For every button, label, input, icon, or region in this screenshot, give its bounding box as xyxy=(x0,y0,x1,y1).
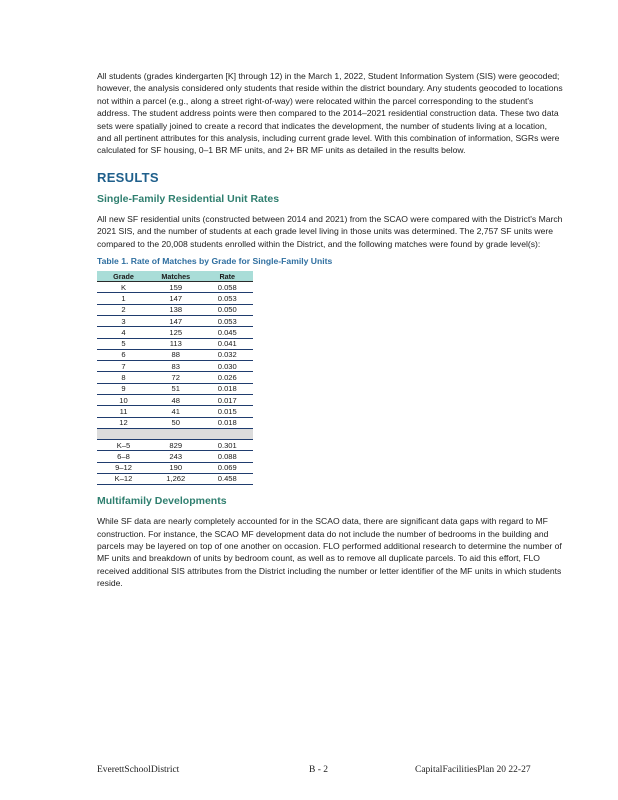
rate-cell: 0.053 xyxy=(202,315,254,326)
sf-paragraph: All new SF residential units (constructed between 2014 and 2021) from the SCAO were compared with the District's March 2021 SIS, and the number of students at each grade level living in those units was determined. The 2,757 SF units were compared to the 20,008 students enrolled within the District, and the following matches were found by grade level(s): xyxy=(97,213,563,249)
grade-cell: 12 xyxy=(97,417,150,428)
matches-cell: 50 xyxy=(150,417,201,428)
rate-cell: 0.017 xyxy=(202,395,254,406)
table-row xyxy=(97,361,253,372)
footer-left: EverettSchoolDistrict xyxy=(97,765,180,775)
grade-cell: K xyxy=(97,282,150,293)
matches-cell: 159 xyxy=(150,282,201,293)
grade-cell: 11 xyxy=(97,406,150,417)
matches-cell: 125 xyxy=(150,327,201,338)
intro-paragraph: All students (grades kindergarten [K] through 12) in the March 1, 2022, Student Information System (SIS) were geocoded; however, the analysis considered only students that reside within the district boundary. Any students geocoded to locations not within a parcel (e.g., along a street right-of-way) were relocated within the parcel corresponding to the student's address. The student address points were then compared to the 2014–2021 residential construction data. These two data sets were spatially joined to create a record that indicates the development, the number of students living at a location, and all pertinent attributes for this analysis, including current grade level. With this combination of information, SGRs were calculated for SF housing, 0–1 BR MF units, and 2+ BR MF units as detailed in the results below. xyxy=(97,71,563,156)
grade-cell: 5 xyxy=(97,338,150,349)
grade-cell: 2 xyxy=(97,304,150,315)
matches-cell: 113 xyxy=(150,338,201,349)
table-separator-row xyxy=(97,428,253,439)
grade-cell: 8 xyxy=(97,372,150,383)
grade-cell: 1 xyxy=(97,293,150,304)
mf-paragraph: While SF data are nearly completely accounted for in the SCAO data, there are significant data gaps with regard to MF construction. For instance, the SCAO MF development data do not include the number of bedrooms in the building and parcels may be layered on top of one another on occasion. FLO performed additional research to determine the number of MF units and breakdown of units by bedroom count, as well as to remove all duplicate parcels. To aid this effort, FLO received additional SIS attributes from the District including the number or letter identifier of the MF units in which students reside. xyxy=(97,516,562,589)
rate-cell: 0.041 xyxy=(202,338,254,349)
header-rate: Rate xyxy=(202,271,254,282)
grade-matches-table xyxy=(97,271,253,485)
matches-cell: 243 xyxy=(150,451,201,462)
rate-cell: 0.030 xyxy=(202,361,254,372)
table-header-row xyxy=(97,271,253,282)
sf-heading: Single-Family Residential Unit Rates xyxy=(97,192,280,205)
table-row xyxy=(97,473,253,484)
separator-cell xyxy=(150,428,201,439)
grade-cell: 6 xyxy=(97,349,150,360)
rate-cell: 0.026 xyxy=(202,372,254,383)
table-row xyxy=(97,439,253,450)
table-row xyxy=(97,451,253,462)
table-row xyxy=(97,315,253,326)
table-body xyxy=(97,282,253,485)
table-row xyxy=(97,327,253,338)
rate-cell: 0.018 xyxy=(202,383,254,394)
separator-cell xyxy=(202,428,254,439)
rate-cell: 0.045 xyxy=(202,327,254,338)
matches-cell: 83 xyxy=(150,361,201,372)
matches-cell: 138 xyxy=(150,304,201,315)
matches-cell: 88 xyxy=(150,349,201,360)
footer-page-number: B - 2 xyxy=(309,765,328,775)
header-matches: Matches xyxy=(150,271,201,282)
matches-cell: 147 xyxy=(150,315,201,326)
page-footer xyxy=(97,765,567,779)
rate-cell: 0.458 xyxy=(202,473,254,484)
table-row xyxy=(97,395,253,406)
table-caption: Table 1. Rate of Matches by Grade for Single-Family Units xyxy=(97,256,333,267)
matches-cell: 1,262 xyxy=(150,473,201,484)
table-row xyxy=(97,417,253,428)
table-row xyxy=(97,338,253,349)
grade-cell: 3 xyxy=(97,315,150,326)
grade-cell: 10 xyxy=(97,395,150,406)
grade-cell: 7 xyxy=(97,361,150,372)
table-row xyxy=(97,349,253,360)
matches-cell: 72 xyxy=(150,372,201,383)
page-content xyxy=(97,70,563,590)
grade-cell: 9–12 xyxy=(97,462,150,473)
rate-cell: 0.069 xyxy=(202,462,254,473)
rate-cell: 0.032 xyxy=(202,349,254,360)
rate-cell: 0.301 xyxy=(202,439,254,450)
separator-cell xyxy=(97,428,150,439)
footer-right: CapitalFacilitiesPlan 20 22-27 xyxy=(415,765,531,775)
grade-cell: 4 xyxy=(97,327,150,338)
grade-cell: K–5 xyxy=(97,439,150,450)
header-grade: Grade xyxy=(97,271,150,282)
rate-cell: 0.015 xyxy=(202,406,254,417)
mf-heading: Multifamily Developments xyxy=(97,495,227,508)
rate-cell: 0.058 xyxy=(202,282,254,293)
rate-cell: 0.018 xyxy=(202,417,254,428)
table-row xyxy=(97,282,253,293)
grade-cell: 6–8 xyxy=(97,451,150,462)
rate-cell: 0.050 xyxy=(202,304,254,315)
results-heading: RESULTS xyxy=(97,169,159,185)
matches-cell: 829 xyxy=(150,439,201,450)
matches-cell: 48 xyxy=(150,395,201,406)
table-row xyxy=(97,383,253,394)
grade-cell: 9 xyxy=(97,383,150,394)
table-row xyxy=(97,462,253,473)
table-row xyxy=(97,406,253,417)
rate-cell: 0.088 xyxy=(202,451,254,462)
table-row xyxy=(97,293,253,304)
matches-cell: 41 xyxy=(150,406,201,417)
matches-cell: 51 xyxy=(150,383,201,394)
table-row xyxy=(97,372,253,383)
rate-cell: 0.053 xyxy=(202,293,254,304)
matches-cell: 147 xyxy=(150,293,201,304)
grade-cell: K–12 xyxy=(97,473,150,484)
table-row xyxy=(97,304,253,315)
matches-cell: 190 xyxy=(150,462,201,473)
